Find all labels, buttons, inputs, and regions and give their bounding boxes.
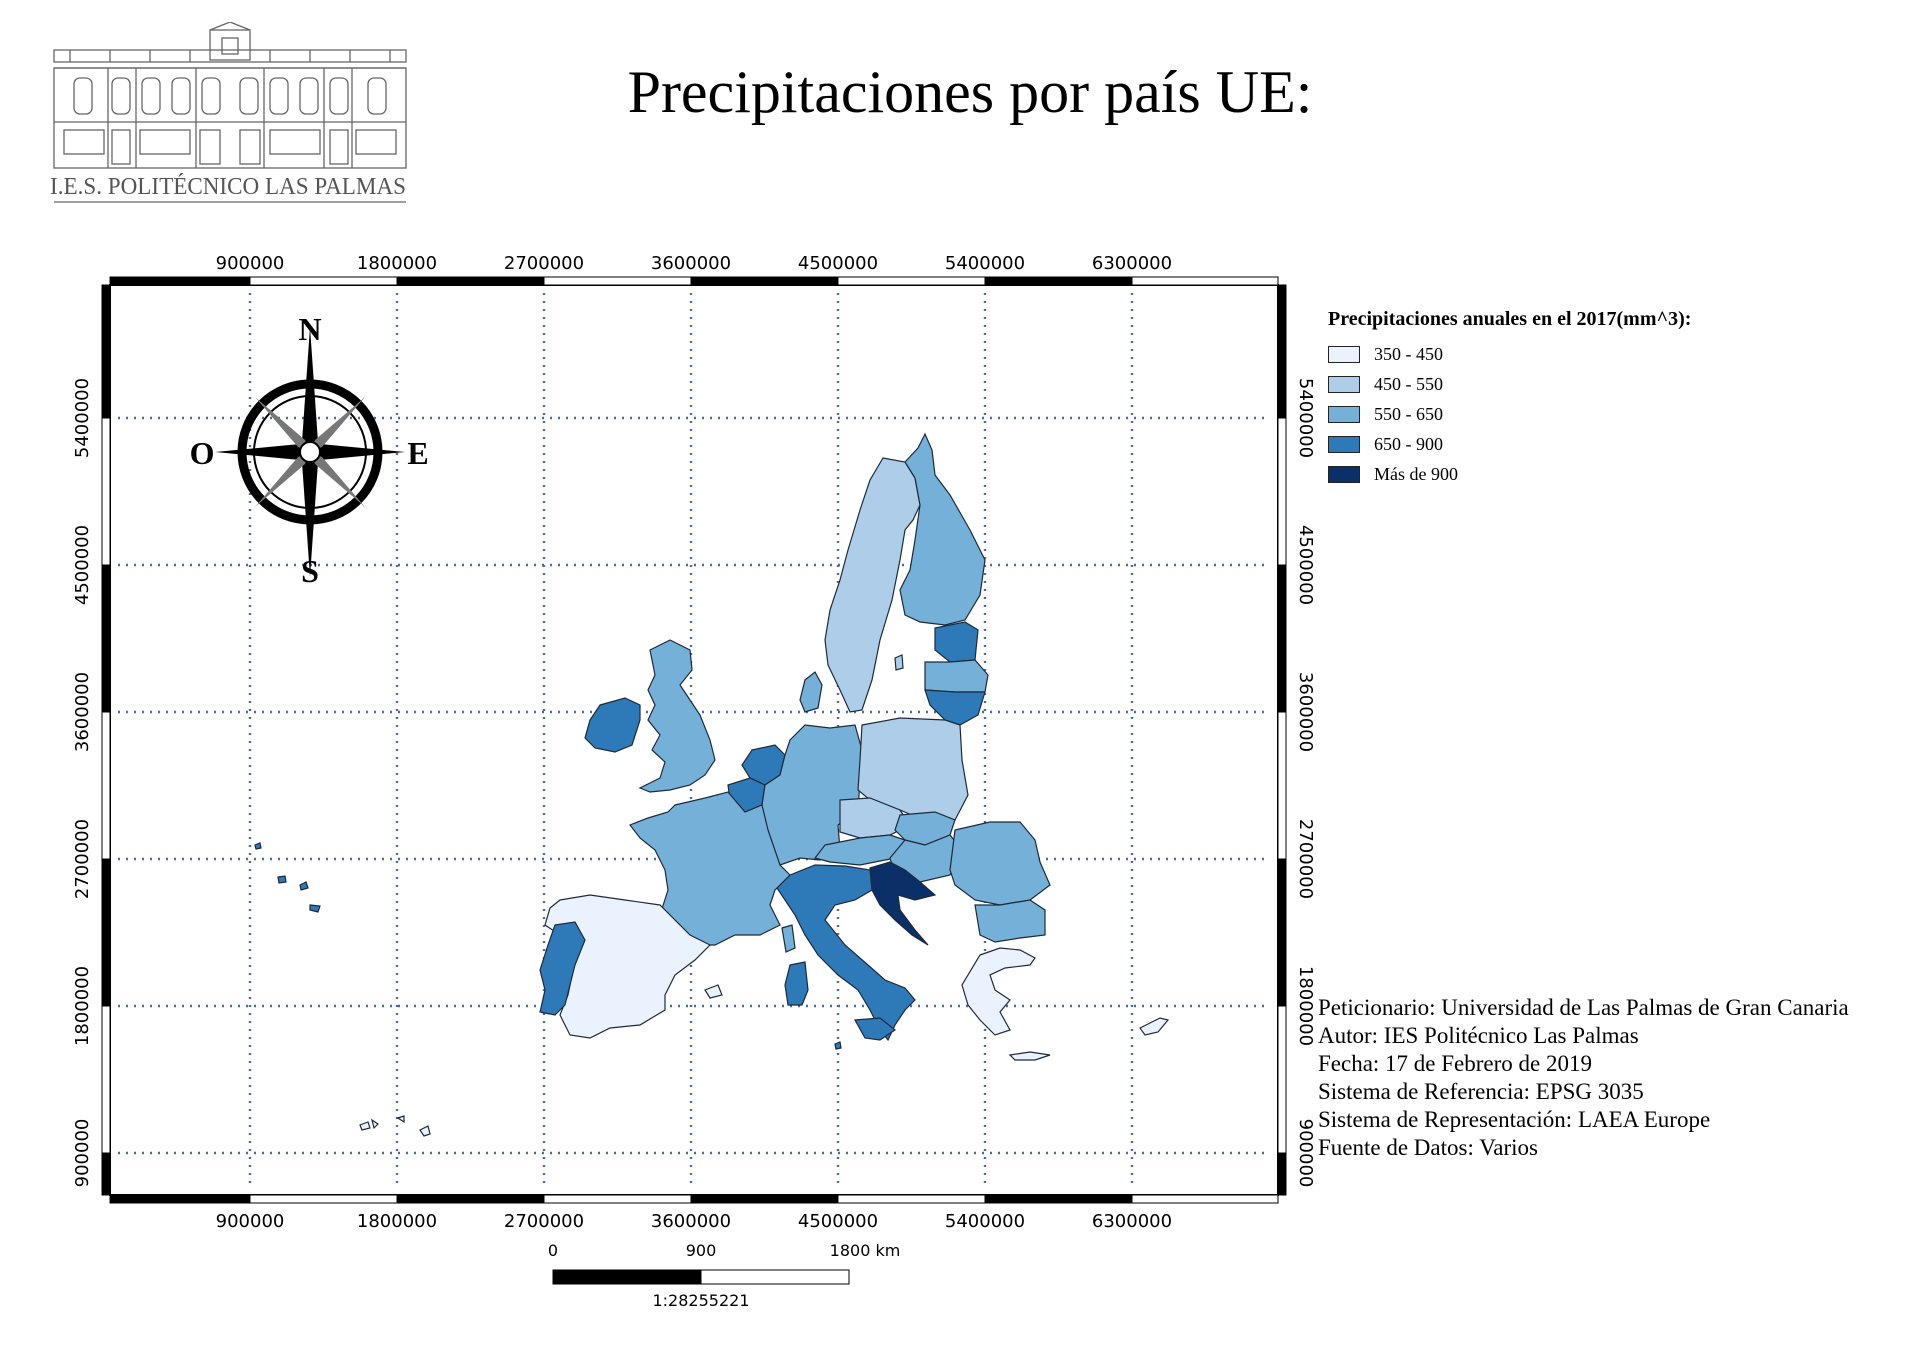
compass-north-label: N — [298, 311, 322, 347]
country-bulgaria[interactable] — [975, 900, 1045, 942]
y-tick-label-right: 1800000 — [1295, 965, 1316, 1047]
frame-bar-segment — [102, 1153, 110, 1195]
scale-bar — [548, 1241, 900, 1310]
scale-bar-white-segment — [701, 1270, 849, 1284]
info-requester: Peticionario: Universidad de Las Palmas de Gran Canaria — [1318, 995, 1849, 1020]
frame-bar-segment — [838, 277, 985, 285]
compass-south-label: S — [301, 553, 319, 589]
page-title: Precipitaciones por país UE: — [627, 59, 1313, 125]
frame-bar-segment — [1278, 565, 1286, 712]
frame-bar-segment — [250, 1195, 397, 1203]
frame-bar-segment — [1278, 285, 1286, 418]
y-tick-label-left: 4500000 — [72, 524, 93, 606]
frame-bar-segment — [1278, 1153, 1286, 1195]
legend-label: Más de 900 — [1374, 463, 1458, 484]
scale-ratio: 1:28255221 — [652, 1291, 750, 1310]
scale-label-1800: 1800 km — [829, 1241, 901, 1260]
x-tick-label-top: 3600000 — [650, 253, 732, 274]
legend-swatch — [1328, 406, 1360, 423]
scale-label-0: 0 — [547, 1241, 559, 1260]
legend-swatch — [1328, 436, 1360, 453]
x-tick-label-bottom: 4500000 — [797, 1211, 879, 1232]
x-tick-label-top: 5400000 — [944, 253, 1026, 274]
legend — [1328, 308, 1888, 489]
island-gotland[interactable] — [895, 655, 903, 670]
frame-bar-segment — [102, 859, 110, 1006]
info-projection: Sistema de Representación: LAEA Europe — [1318, 1107, 1711, 1132]
y-tick-label-right: 3600000 — [1295, 671, 1316, 753]
legend-item — [1328, 369, 1888, 399]
x-tick-label-top: 6300000 — [1091, 253, 1173, 274]
island-azores-2[interactable] — [278, 876, 286, 883]
x-tick-label-bottom: 2700000 — [503, 1211, 585, 1232]
frame-bar-segment — [1132, 277, 1278, 285]
y-tick-label-right: 5400000 — [1295, 377, 1316, 459]
info-author: Autor: IES Politécnico Las Palmas — [1318, 1023, 1639, 1048]
frame-bar-segment — [102, 1006, 110, 1153]
legend-label: 650 - 900 — [1374, 433, 1443, 454]
legend-label: 350 - 450 — [1374, 343, 1443, 364]
frame-bar-segment — [1278, 859, 1286, 1006]
island-azores-4[interactable] — [310, 905, 320, 912]
y-tick-label-left: 3600000 — [72, 671, 93, 753]
info-crs: Sistema de Referencia: EPSG 3035 — [1318, 1079, 1644, 1104]
frame-bar-segment — [397, 1195, 544, 1203]
x-tick-label-top: 4500000 — [797, 253, 879, 274]
frame-bar-segment — [102, 285, 110, 418]
info-date: Fecha: 17 de Febrero de 2019 — [1318, 1051, 1593, 1076]
legend-label: 550 - 650 — [1374, 403, 1443, 424]
legend-title: Precipitaciones anuales en el 2017(mm^3): — [1328, 308, 1692, 330]
island-small-1[interactable] — [835, 1042, 841, 1049]
frame-bar-segment — [110, 1195, 250, 1203]
frame-bar-segment — [397, 277, 544, 285]
info-source: Fuente de Datos: Varios — [1318, 1135, 1538, 1160]
frame-bar-segment — [250, 277, 397, 285]
x-tick-label-top: 900000 — [215, 253, 285, 274]
frame-bar-segment — [838, 1195, 985, 1203]
scale-label-900: 900 — [685, 1241, 717, 1260]
compass-west-label: O — [189, 435, 215, 471]
frame-bar-segment — [544, 277, 691, 285]
frame-bar-segment — [1278, 712, 1286, 859]
x-tick-label-top: 1800000 — [356, 253, 438, 274]
frame-bar-segment — [985, 1195, 1132, 1203]
x-tick-label-bottom: 900000 — [215, 1211, 285, 1232]
frame-bar-segment — [1278, 1006, 1286, 1153]
legend-swatch — [1328, 346, 1360, 363]
legend-swatch — [1328, 466, 1360, 483]
compass-east-label: E — [407, 435, 429, 471]
frame-bar-segment — [691, 277, 838, 285]
frame-bar-segment — [110, 277, 250, 285]
frame-bar-segment — [691, 1195, 838, 1203]
y-tick-label-left: 900000 — [72, 1118, 93, 1188]
school-logo-text: I.E.S. POLITÉCNICO LAS PALMAS — [50, 174, 406, 200]
frame-bar-segment — [544, 1195, 691, 1203]
frame-bar-segment — [1278, 418, 1286, 565]
legend-item — [1328, 429, 1888, 459]
legend-item — [1328, 399, 1888, 429]
y-tick-label-right: 900000 — [1295, 1118, 1316, 1188]
frame-bar-segment — [985, 277, 1132, 285]
scale-bar-black-segment — [553, 1270, 701, 1284]
legend-item — [1328, 459, 1888, 489]
y-tick-label-left: 2700000 — [72, 818, 93, 900]
frame-bar-segment — [102, 565, 110, 712]
legend-label: 450 - 550 — [1374, 373, 1443, 394]
y-tick-label-right: 2700000 — [1295, 818, 1316, 900]
country-latvia[interactable] — [925, 660, 988, 692]
y-tick-label-right: 4500000 — [1295, 524, 1316, 606]
x-tick-label-bottom: 5400000 — [944, 1211, 1026, 1232]
x-tick-label-top: 2700000 — [503, 253, 585, 274]
frame-bar-segment — [102, 712, 110, 859]
frame-bar-segment — [1132, 1195, 1278, 1203]
y-tick-label-left: 5400000 — [72, 377, 93, 459]
legend-swatch — [1328, 376, 1360, 393]
map-info — [1318, 994, 1849, 1162]
y-tick-label-left: 1800000 — [72, 965, 93, 1047]
x-tick-label-bottom: 6300000 — [1091, 1211, 1173, 1232]
legend-item — [1328, 339, 1888, 369]
frame-bar-segment — [102, 418, 110, 565]
x-tick-label-bottom: 1800000 — [356, 1211, 438, 1232]
x-tick-label-bottom: 3600000 — [650, 1211, 732, 1232]
